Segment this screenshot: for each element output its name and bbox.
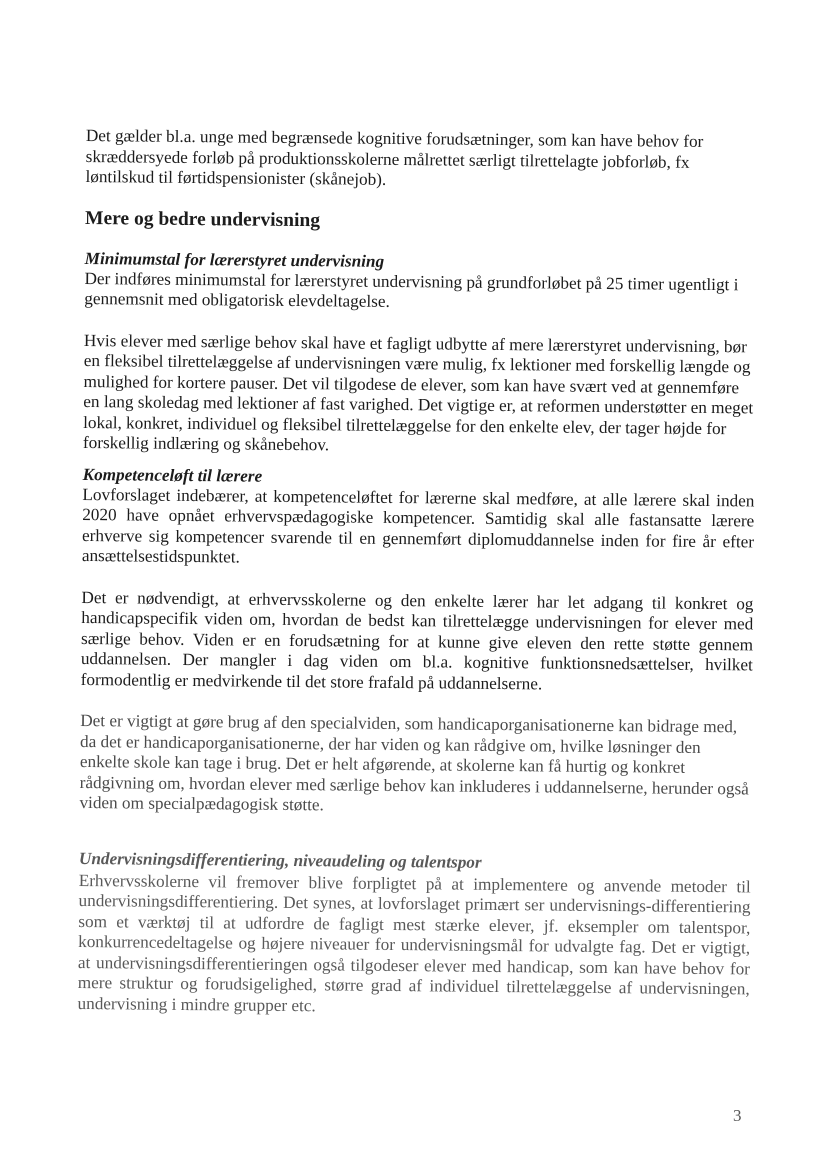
minimumstal-paragraph-2: Hvis elever med særlige behov skal have et fagligt udbytte af mere lærerstyret undervisning, bør en fleksibel tilrettelæggelse af undervisningen være mulig, fx lektioner med forskellig længde og mulighed for kortere pauser. Det vil tilgodese de elever, som kan have svært ved at gennemføre en lang skoledag med lektioner af fast varighed. Det vigtige er, at reformen understøtter en meget lokal, konkret, individuel og fleksibel tilrettelæggelse for den enkelte elev, der tager højde for forskellig indlæring og skånebehov. [82, 330, 754, 455]
subheading-kompetence: Kompetenceløft til lærere [82, 464, 263, 486]
page-number: 3 [733, 1106, 742, 1125]
intro-paragraph: Det gælder bl.a. unge med begrænsede kognitive forudsætninger, som kan have behov for skræddersyede forløb på produktionsskolerne målrettet særligt tilrettelagte jobforløb, fx løntilskud til førtidspensionister (skånejob). [85, 126, 704, 189]
subheading-differentiering: Undervisningsdifferentiering, niveaudeling og talentspor [78, 848, 482, 872]
section-heading: Mere og bedre undervisning [85, 207, 321, 231]
kompetence-paragraph-1: Lovforslaget indebærer, at kompetenceløftet for lærerne skal medføre, at alle lærere skal inden 2020 have opnået erhvervspædagogiske kompetencer. Samtidig skal alle fastansatte lærere erhverve sig kompetencer svarende til en gennemført diplomuddannelse inden for fire år efter ansættelsestidspunktet. [81, 484, 755, 567]
kompetence-paragraph-2: Det er nødvendigt, at erhvervsskolerne og den enkelte lærer har let adgang til konkret og handicapspecifik viden om, hvordan de bedst kan tilrettelægge undervisningen for elever med særlige behov. Viden er en forudsætning for at kunne give eleven den rette støtte gennem uddannelsen. Der mangler i dag viden om bl.a. kognitive funktionsnedsættelser, hvilket formodentlig er medvirkende til det store frafald på uddannelserne. [80, 587, 754, 693]
kompetence-paragraph-3: Det er vigtigt at gøre brug af den specialviden, som handicaporganisationerne kan bidrage med, da det er handicaporganisationerne, der har viden og kan rådgive om, hvilke løsninger den enkelte skole kan tage i brug. Det er helt afgørende, at skolerne kan få hurtig og konkret rådgivning om, hvordan elever med særlige behov kan inkluderes i uddannelserne, herunder også viden om specialpædagogisk støtte. [79, 710, 749, 815]
document-page [77, 126, 757, 1020]
minimumstal-paragraph-1: Der indføres minimumstal for lærerstyret undervisning på grundforløbet på 25 timer ugentligt i gennemsnit med obligatorisk elevdeltagelse. [84, 268, 739, 311]
differentiering-paragraph: Erhvervsskolerne vil fremover blive forpligtet på at implementere og anvende metoder til undervisningsdifferentiering. Det synes, at lovforslaget primært ser undervisnings-differentiering som et værktøj til at udfordre de fagligt mest stærke elever, jf. eksempler om talentspor, konkurrencedeltagelse og højere niveauer for undervisningsmål for udvalgte fag. Det er vigtigt, at undervisningsdifferentieringen også tilgodeser elever med handicap, som kan have behov for mere struktur og forudsigelighed, større grad af individuel tilrettelæggelse af undervisningen, undervisning i mindre grupper etc. [77, 870, 751, 1015]
subheading-minimumstal: Minimumstal for lærerstyret undervisning [84, 248, 385, 271]
